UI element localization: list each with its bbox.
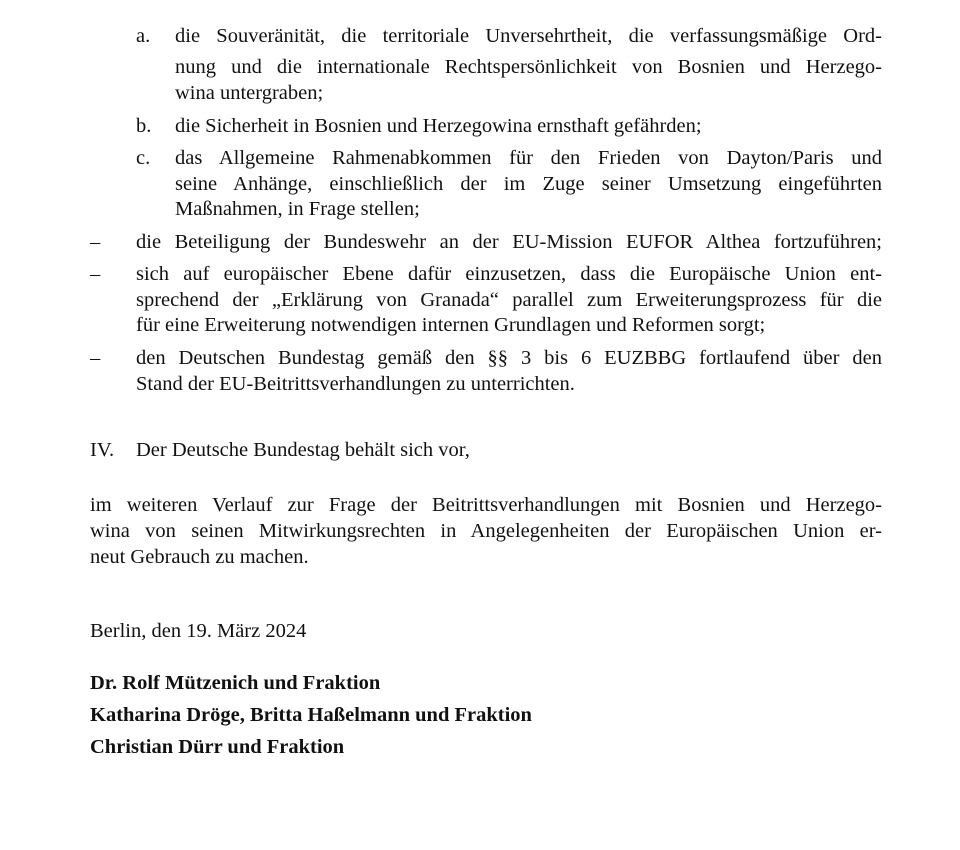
text-line: die Souveränität, die territoriale Unversehrtheit, die verfassungsmäßige Ord-: [175, 25, 882, 47]
place-date: Berlin, den 19. März 2024: [90, 620, 307, 642]
text-line: neut Gebrauch zu machen.: [90, 546, 309, 568]
text-line: die Beteiligung der Bundeswehr an der EU-Mission EUFOR Althea fortzuführen;: [136, 231, 882, 253]
text-line: wina von seinen Mitwirkungsrechten in Angelegenheiten der Europäischen Union er-: [90, 520, 882, 542]
text-line: die Sicherheit in Bosnien und Herzegowina ernsthaft gefährden;: [175, 115, 702, 137]
text-line: für eine Erweiterung notwendigen internen Grundlagen und Reformen sorgt;: [136, 314, 766, 336]
section-heading: Der Deutsche Bundestag behält sich vor,: [136, 439, 470, 461]
list-marker: c.: [136, 147, 151, 169]
text-line: wina untergraben;: [175, 82, 324, 104]
signatory: Christian Dürr und Fraktion: [90, 736, 345, 758]
text-line: nung und die internationale Rechtspersönlichkeit von Bosnien und Herzego-: [175, 56, 882, 78]
text-line: seine Anhänge, einschließlich der im Zuge seiner Umsetzung eingeführten: [175, 173, 882, 195]
list-marker: b.: [136, 115, 152, 137]
section-numeral: IV.: [90, 439, 115, 461]
text-line: im weiteren Verlauf zur Frage der Beitrittsverhandlungen mit Bosnien und Herzego-: [90, 494, 882, 516]
dash-marker: –: [90, 347, 101, 369]
text-line: Maßnahmen, in Frage stellen;: [175, 198, 420, 220]
text-line: sich auf europäischer Ebene dafür einzusetzen, dass die Europäische Union ent-: [136, 263, 882, 285]
dash-marker: –: [90, 263, 101, 285]
signatory: Dr. Rolf Mützenich und Fraktion: [90, 672, 381, 694]
list-marker: a.: [136, 25, 151, 47]
text-line: den Deutschen Bundestag gemäß den §§ 3 bis 6 EUZBBG fortlaufend über den: [136, 347, 882, 369]
signatory: Katharina Dröge, Britta Haßelmann und Fraktion: [90, 704, 532, 726]
text-line: sprechend der „Erklärung von Granada“ parallel zum Erweiterungsprozess für die: [136, 289, 882, 311]
text-line: Stand der EU-Beitrittsverhandlungen zu unterrichten.: [136, 373, 575, 395]
text-line: das Allgemeine Rahmenabkommen für den Frieden von Dayton/Paris und: [175, 147, 882, 169]
dash-marker: –: [90, 231, 101, 253]
